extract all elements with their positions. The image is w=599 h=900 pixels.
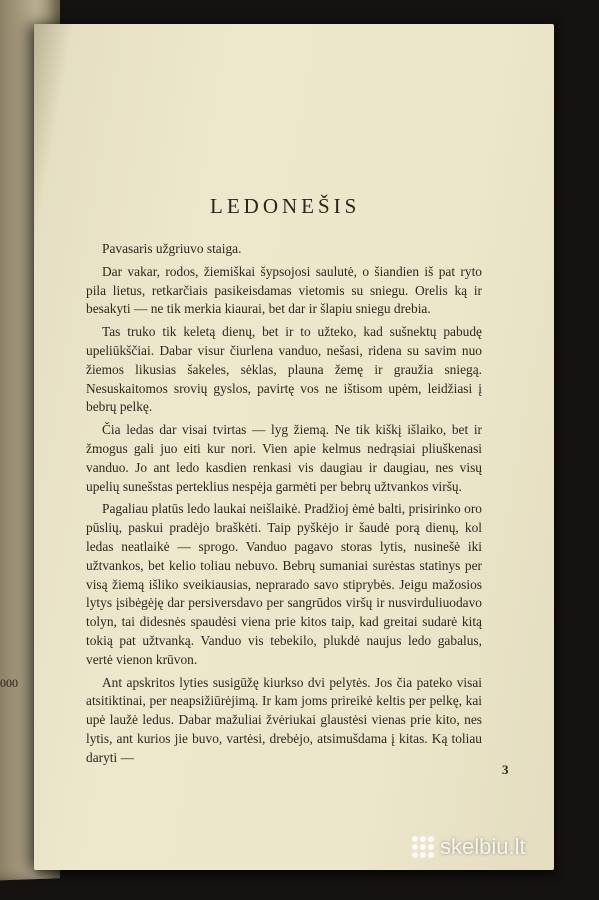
paragraph-3: Tas truko tik keletą dienų, bet ir to užteko, kad sušnektų pabudę upeliūkščiai. Dabar visur čiurlena vanduo, nešasi, ridena su savim nuo žiemos likusias šakeles, sėklas, plauna žemę ir graužia sniegą. Nesuskaitomos srovių gyslos, pavirtę vos ne ištisom upėm, leidžiasi į bebrų pelkę. <box>86 324 482 415</box>
paragraph-4: Čia ledas dar visai tvirtas — lyg žiemą. Ne tik kiškį išlaiko, bet ir žmogus gali juo eiti kur nori. Vien apie kelmus nedrąsiai pliuškenasi vanduo. Jo ant ledo kasdien renkasi vis daugiau ir daugiau, nes visų upelių sunešstas perteklius nespėja garmėti per bebrų užtvankos viršų. <box>86 422 482 494</box>
paragraph-5: Pagaliau platūs ledo laukai neišlaikė. Pradžioj ėmė balti, prisirinko oro pūslių, paskui pradėjo braškėti. Taip pyškėjo ir šaudė porą dienų, kol ledas neatlaikė — sprogo. Vanduo pagavo storas lytis, nusinešė iki užtvankos, bet kelio toliau nebuvo. Bebrų sumaniai surėstas statinys per visą žiemą išliko sveikiausias, neprarado savo stiprybės. Jeigu mažosios lytys įsibėgėję dar persiversdavo per sangrūdos viršų ir nusvirduliuodavo tolyn, tai didesnės spaudėsi viena prie kitos taip, kad greitai sudarė kitą tokią pat užtvanką. Vanduo vis tebekilo, plukdė naujus ledo gabalus, vertė vienon krūvon. <box>86 501 482 667</box>
paragraph-1: Pavasaris užgriuvo staiga. <box>102 241 242 256</box>
watermark-text: skelbiu.lt <box>440 834 526 859</box>
left-page-number: 000 <box>0 676 18 690</box>
chapter-title: LEDONEŠIS <box>210 194 361 218</box>
body-text <box>86 240 482 772</box>
dots-logo-icon <box>412 836 434 858</box>
paragraph-2: Dar vakar, rodos, žiemiškai šypsojosi saulutė, o šiandien iš pat ryto pila lietus, retkarčiais pasikeisdamas vietomis su sniegu. Orelis ką ir besakyti — ne tik merkia kiaurai, bet dar ir šlapiu sniegu drebia. <box>86 263 482 317</box>
paragraph-6: Ant apskritos lyties susigūžę kiurkso dvi pelytės. Jos čia pateko visai atsitiktinai, per neapsižiūrėjimą. Ir kam joms prireikė keltis per pelkę, kai upė laužė ledus. Dabar mažuliai žvėriukai glaustėsi vienas prie kito, nes lytis, ant kurios jie buvo, vartėsi, drebėjo, atsimušdama į kitas. Ką toliau daryti — <box>86 674 482 765</box>
watermark <box>412 834 526 860</box>
page-number: 3 <box>502 762 509 777</box>
